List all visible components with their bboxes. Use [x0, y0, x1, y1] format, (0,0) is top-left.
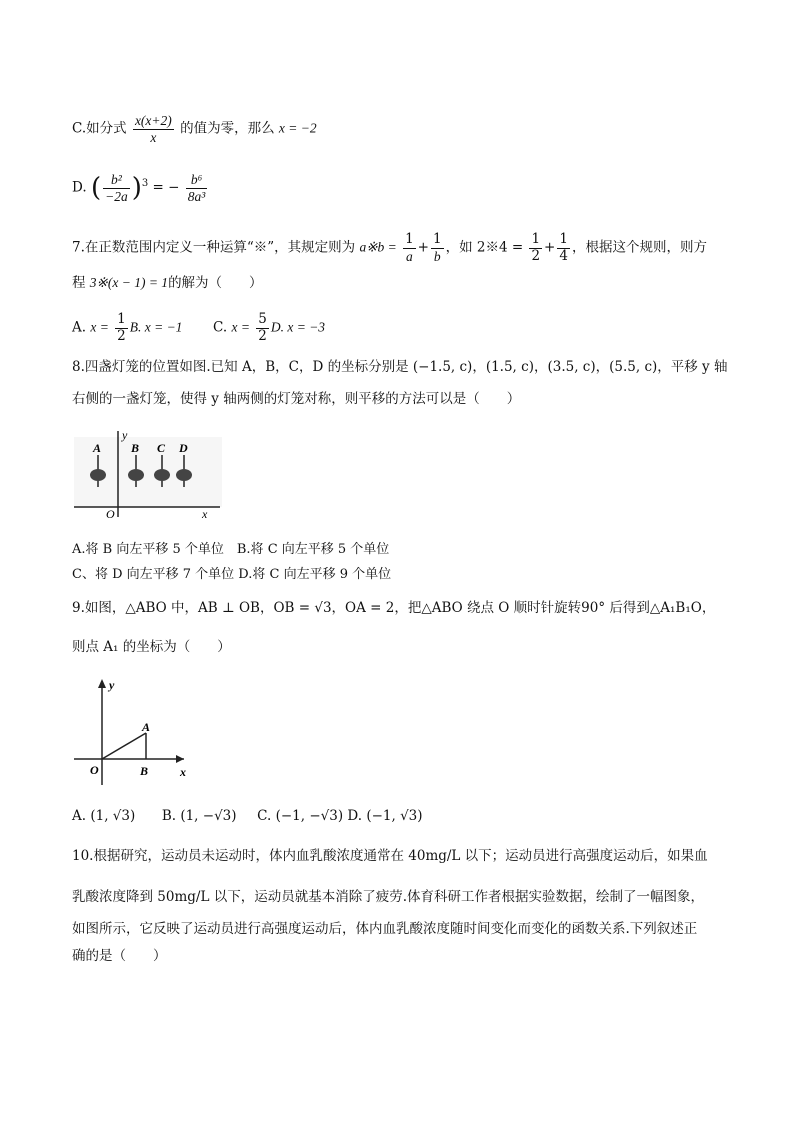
q8-label-b: B [131, 441, 140, 455]
q6-c-prefix: C.如分式 [72, 120, 127, 137]
q7-stem-line1: 7.在正数范围内定义一种运算“※”，其规定则为 a※b = $\frac{1}{a}$ + $\frac{1}{b}$ ，如 2※4 = $\frac{1}{2}$ + $\frac{1}{4}$ ，根据这个规则，则方 [72, 231, 707, 264]
q9-option-d: D. (−1, √3) [347, 808, 423, 824]
q7-stem-line2: 程 3※(x − 1) = 1的解为（ ） [72, 275, 263, 291]
q9-axis-y-label: y [109, 678, 115, 692]
q8-stem-line2: 右侧的一盏灯笼，使得 y 轴两侧的灯笼对称，则平移的方法可以是（ ） [72, 391, 521, 407]
q8-label-c: C [157, 441, 166, 455]
q9-option-c: C. (−1, −√3) [257, 808, 344, 824]
q9-axis-x-label: x [180, 765, 186, 779]
q6-d-fraction: $\frac{\text{b²}}{-2a}$ [105, 172, 128, 204]
q9-point-b-label: B [140, 764, 149, 778]
q8-stem-line1: 8.四盏灯笼的位置如图.已知 A，B，C，D 的坐标分别是 (−1.5, c)，(1.5, c)，(3.5, c)，(5.5, c)，平移 y 轴 [72, 359, 728, 375]
q6-option-c [72, 113, 317, 145]
q9-stem-line2: 则点 A₁ 的坐标为（ ） [72, 639, 231, 655]
q10-stem-line3: 如图所示，它反映了运动员进行高强度运动后，体内血乳酸浓度随时间变化而变化的函数关系.下列叙述正 [72, 921, 698, 937]
q8-options-line2: C、将 D 向左平移 7 个单位 D.将 C 向左平移 9 个单位 [72, 567, 392, 582]
q6-c-fraction: $\frac{x(x+2)}{x}$ [134, 113, 172, 145]
q6-c-suffix: 的值为零，那么 [180, 120, 275, 137]
q10-stem-line2: 乳酸浓度降到 50mg/L 以下，运动员就基本消除了疲劳.体育科研工作者根据实验数据，绘制了一幅图象， [72, 889, 705, 905]
q6-option-d: D. ( $\frac{\text{b²}}{-2a}$ )$^3$ = − $\frac{\text{b⁶}}{\text{8a³}}$ [72, 172, 206, 204]
q9-option-a: A. (1, √3) [72, 808, 136, 824]
q8-origin-label: O [106, 507, 115, 521]
q9-stem-line1: 9.如图，△ABO 中，AB ⊥ OB，OB = √3，OA = 2，把△ABO 绕点 O 顺时针旋转90° 后得到△A₁B₁O， [72, 600, 716, 616]
q7-options: A. x = $\frac{1}{2}$ B. x = −1 C. x = $\frac{5}{2}$ D. x = −3 [72, 311, 326, 344]
q10-stem-line4: 确的是（ ） [72, 948, 167, 964]
q8-axis-y-label: y [122, 428, 128, 442]
q6-d-rhs-fraction: $\frac{\text{b⁶}}{\text{8a³}}$ [187, 172, 206, 204]
q9-options [72, 810, 423, 824]
q9-origin-label: O [90, 763, 99, 777]
q8-label-a: A [93, 441, 102, 455]
q8-lantern-figure [72, 425, 232, 520]
q10-stem-line1: 10.根据研究，运动员未运动时，体内血乳酸浓度通常在 40mg/L 以下；运动员进行高强度运动后，如果血 [72, 848, 708, 864]
q9-point-a-label: A [142, 720, 151, 734]
q9-triangle-figure [72, 675, 202, 790]
q8-options-line1: A.将 B 向左平移 5 个单位 B.将 C 向左平移 5 个单位 [72, 542, 390, 557]
q9-option-b: B. (1, −√3) [161, 808, 237, 824]
q8-axis-x-label: x [202, 507, 208, 521]
q8-label-d: D [179, 441, 188, 455]
q6-c-answer: x = −2 [278, 120, 317, 136]
